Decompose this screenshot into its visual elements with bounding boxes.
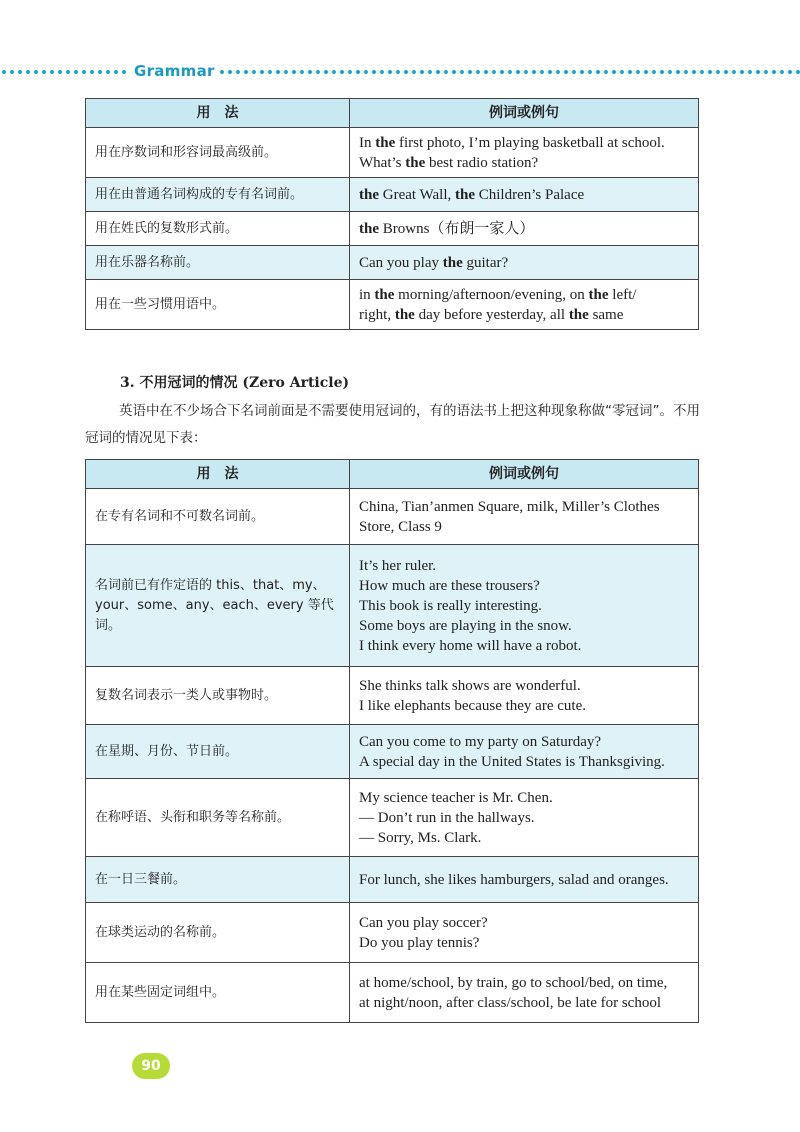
section-title: 3. 不用冠词的情况 (Zero Article) — [120, 375, 350, 391]
example-text: She thinks talk shows are wonderful. — [359, 677, 581, 694]
table-header-row — [86, 460, 699, 489]
table-row — [86, 280, 699, 330]
column-header-usage: 用 法 — [86, 99, 350, 128]
example-text: at night/noon, after class/school, be late for school — [359, 994, 661, 1011]
example-line — [359, 497, 689, 517]
example-line — [359, 616, 689, 636]
article-the: the — [394, 306, 415, 323]
example-line — [359, 305, 689, 325]
article-the: the — [588, 286, 609, 303]
usage-cell: 用在序数词和形容词最高级前。 — [86, 128, 350, 178]
example-text: China, Tian’anmen Square, milk, Miller’s Clothes — [359, 498, 660, 515]
example-line — [359, 696, 689, 716]
usage-cell: 在专有名词和不可数名词前。 — [86, 489, 350, 545]
table-row — [86, 725, 699, 779]
table-row — [86, 903, 699, 963]
definite-article-usage-table — [85, 98, 699, 330]
example-text: I think every home will have a robot. — [359, 637, 582, 654]
usage-cell: 用在由普通名词构成的专有名词前。 — [86, 178, 350, 212]
example-text: For lunch, she likes hamburgers, salad and oranges. — [359, 871, 669, 888]
example-text: This book is really interesting. — [359, 597, 542, 614]
usage-cell: 用在姓氏的复数形式前。 — [86, 212, 350, 246]
example-text: best radio station? — [425, 154, 539, 171]
example-text: Can you come to my party on Saturday? — [359, 733, 602, 750]
column-header-examples: 例词或例句 — [350, 460, 699, 489]
usage-cell: 复数名词表示一类人或事物时。 — [86, 667, 350, 725]
column-header-examples: 例词或例句 — [350, 99, 699, 128]
example-cell — [350, 128, 699, 178]
example-text: My science teacher is Mr. Chen. — [359, 789, 553, 806]
example-text: Browns（布朗一家人） — [379, 220, 535, 237]
usage-cell: 在称呼语、头衔和职务等名称前。 — [86, 779, 350, 857]
example-line — [359, 285, 689, 305]
table-row — [86, 246, 699, 280]
example-line — [359, 153, 689, 173]
section-header-label: Grammar — [134, 62, 215, 80]
example-cell — [350, 903, 699, 963]
table-row — [86, 963, 699, 1023]
article-the: the — [405, 154, 426, 171]
example-text: Can you play — [359, 254, 443, 271]
table-row — [86, 779, 699, 857]
example-text: same — [588, 306, 624, 323]
zero-article-usage-table — [85, 459, 699, 1023]
table-body — [86, 489, 699, 1023]
example-line — [359, 219, 689, 239]
example-line — [359, 933, 689, 953]
example-text: Can you play soccer? — [359, 914, 488, 931]
example-line — [359, 517, 689, 537]
example-cell — [350, 178, 699, 212]
example-text: I like elephants because they are cute. — [359, 697, 586, 714]
header-dots-right — [218, 70, 800, 74]
table-header-row — [86, 99, 699, 128]
table-row — [86, 489, 699, 545]
example-line — [359, 732, 689, 752]
example-cell — [350, 489, 699, 545]
example-text: Some boys are playing in the snow. — [359, 617, 572, 634]
example-text: at home/school, by train, go to school/bed, on time, — [359, 974, 668, 991]
example-text: right, — [359, 306, 395, 323]
table-row — [86, 128, 699, 178]
usage-cell: 用在一些习惯用语中。 — [86, 280, 350, 330]
intro-paragraph: 英语中在不少场合下名词前面是不需要使用冠词的，有的语法书上把这种现象称做“零冠词”。不用冠词的情况见下表： — [85, 403, 700, 446]
table-row — [86, 667, 699, 725]
example-line — [359, 596, 689, 616]
example-text: In — [359, 134, 376, 151]
usage-cell: 用在乐器名称前。 — [86, 246, 350, 280]
usage-cell: 名词前已有作定语的 this、that、my、your、some、any、each、every 等代词。 — [86, 545, 350, 667]
example-line — [359, 973, 689, 993]
usage-cell: 在星期、月份、节日前。 — [86, 725, 350, 779]
example-text: day before yesterday, all — [414, 306, 569, 323]
example-line — [359, 185, 689, 205]
example-text: Do you play tennis? — [359, 934, 480, 951]
page-number-badge: 90 — [132, 1053, 170, 1079]
example-line — [359, 788, 689, 808]
usage-cell: 在一日三餐前。 — [86, 857, 350, 903]
example-cell — [350, 857, 699, 903]
example-line — [359, 133, 689, 153]
example-text: Great Wall, — [379, 186, 455, 203]
example-cell — [350, 779, 699, 857]
article-the: the — [442, 254, 463, 271]
article-the: the — [359, 220, 379, 237]
example-line — [359, 993, 689, 1013]
example-text: left/ — [608, 286, 637, 303]
example-line — [359, 556, 689, 576]
example-text: first photo, I’m playing basketball at school. — [395, 134, 665, 151]
example-text: Children’s Palace — [475, 186, 585, 203]
article-the: the — [455, 186, 475, 203]
example-line — [359, 676, 689, 696]
example-text: — Don’t run in the hallways. — [359, 809, 535, 826]
article-the: the — [375, 134, 396, 151]
table-row — [86, 212, 699, 246]
example-text: How much are these trousers? — [359, 577, 540, 594]
table-body — [86, 128, 699, 330]
example-cell — [350, 667, 699, 725]
example-text: It’s her ruler. — [359, 557, 437, 574]
header-dots-left — [0, 70, 128, 74]
article-the: the — [568, 306, 589, 323]
table-row — [86, 178, 699, 212]
table-row — [86, 857, 699, 903]
example-line — [359, 636, 689, 656]
example-text: What’s — [359, 154, 406, 171]
example-line — [359, 913, 689, 933]
example-cell — [350, 212, 699, 246]
example-text: morning/afternoon/evening, on — [394, 286, 589, 303]
usage-cell: 在球类运动的名称前。 — [86, 903, 350, 963]
example-line — [359, 253, 689, 273]
example-line — [359, 828, 689, 848]
article-the: the — [359, 186, 379, 203]
example-line — [359, 808, 689, 828]
example-text: guitar? — [462, 254, 509, 271]
example-cell — [350, 963, 699, 1023]
example-cell — [350, 246, 699, 280]
example-text: Store, Class 9 — [359, 518, 442, 535]
example-text: A special day in the United States is Thanksgiving. — [359, 753, 665, 770]
example-cell — [350, 725, 699, 779]
example-line — [359, 576, 689, 596]
example-line — [359, 752, 689, 772]
table-row — [86, 545, 699, 667]
header-dots — [0, 64, 800, 80]
example-text: in — [359, 286, 375, 303]
example-cell — [350, 545, 699, 667]
article-the: the — [374, 286, 395, 303]
column-header-usage: 用 法 — [86, 460, 350, 489]
usage-cell: 用在某些固定词组中。 — [86, 963, 350, 1023]
example-line — [359, 870, 689, 890]
example-cell — [350, 280, 699, 330]
example-text: — Sorry, Ms. Clark. — [359, 829, 482, 846]
